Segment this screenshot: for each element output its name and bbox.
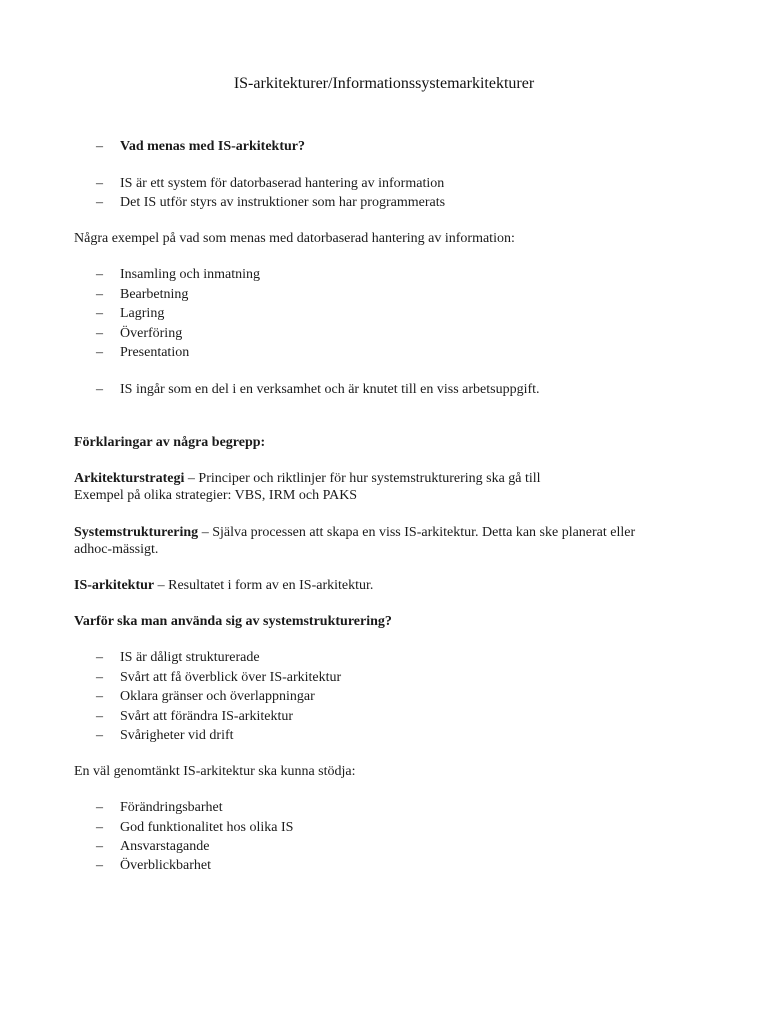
support-intro: En väl genomtänkt IS-arkitektur ska kunna stödja:	[74, 764, 356, 779]
list-item	[96, 175, 444, 193]
list-item-text: Svårt att få överblick över IS-arkitektur	[120, 670, 342, 685]
list-item-text: Oklara gränser och överlappningar	[120, 689, 315, 704]
list-item-text: Presentation	[120, 345, 190, 360]
dash-marker: –	[96, 176, 103, 191]
list-item	[96, 799, 223, 817]
list-item	[96, 344, 189, 362]
strategy-examples: Exempel på olika strategier: VBS, IRM och PAKS	[74, 488, 358, 503]
list-item	[96, 708, 293, 726]
list-item-text: Svårigheter vid drift	[120, 728, 234, 743]
term-definition: – Resultatet i form av en IS-arkitektur.	[154, 578, 374, 593]
question-heading	[96, 138, 305, 156]
term-label: Arkitekturstrategi	[74, 471, 185, 486]
list-item	[96, 305, 164, 323]
list-item-text: Ansvarstagande	[120, 839, 210, 854]
list-item	[96, 266, 260, 284]
question-text: Vad menas med IS-arkitektur?	[120, 139, 305, 154]
dash-marker: –	[96, 728, 103, 743]
term-label: Systemstrukturering	[74, 525, 199, 540]
concepts-heading: Förklaringar av några begrepp:	[74, 435, 266, 450]
list-item-text: God funktionalitet hos olika IS	[120, 820, 294, 835]
list-item-text: Det IS utför styrs av instruktioner som har programmerats	[120, 195, 446, 210]
definition-isarch	[74, 577, 714, 595]
list-item-text: Förändringsbarhet	[120, 800, 223, 815]
list-item-text: IS är ett system för datorbaserad hantering av information	[120, 176, 445, 191]
list-item-text: IS är dåligt strukturerade	[120, 650, 260, 665]
list-item	[96, 669, 341, 687]
dash-marker: –	[96, 267, 103, 282]
dash-marker: –	[96, 139, 103, 154]
definition-strategy	[74, 470, 714, 488]
list-item	[96, 325, 182, 343]
dash-marker: –	[96, 820, 103, 835]
definition-structuring	[74, 524, 714, 542]
list-item	[96, 649, 260, 667]
term-definition: – Själva processen att skapa en viss IS-arkitektur. Detta kan ske planerat eller	[198, 525, 636, 540]
list-item	[96, 286, 188, 304]
term-label: IS-arkitektur	[74, 578, 155, 593]
dash-marker: –	[96, 195, 103, 210]
list-item-text: Överblickbarhet	[120, 858, 211, 873]
list-item	[96, 857, 211, 875]
list-item-text: Överföring	[120, 326, 183, 341]
dash-marker: –	[96, 800, 103, 815]
dash-marker: –	[96, 650, 103, 665]
examples-intro: Några exempel på vad som menas med datorbaserad hantering av information:	[74, 231, 515, 246]
list-item-text: Bearbetning	[120, 287, 189, 302]
definition-continuation: adhoc-mässigt.	[74, 542, 159, 557]
list-item	[96, 688, 315, 706]
list-item	[96, 838, 209, 856]
list-item	[96, 727, 234, 745]
dash-marker: –	[96, 287, 103, 302]
list-item	[96, 381, 540, 399]
dash-marker: –	[96, 382, 103, 397]
document-title: IS-arkitekturer/Informationssystemarkitekturer	[233, 75, 535, 92]
dash-marker: –	[96, 326, 103, 341]
dash-marker: –	[96, 670, 103, 685]
list-item-text: IS ingår som en del i en verksamhet och är knutet till en viss arbetsuppgift.	[120, 382, 540, 397]
list-item	[96, 819, 293, 837]
list-item-text: Insamling och inmatning	[120, 267, 260, 282]
why-heading: Varför ska man använda sig av systemstrukturering?	[74, 614, 392, 629]
dash-marker: –	[96, 839, 103, 854]
dash-marker: –	[96, 858, 103, 873]
dash-marker: –	[96, 345, 103, 360]
dash-marker: –	[96, 709, 103, 724]
dash-marker: –	[96, 689, 103, 704]
list-item-text: Svårt att förändra IS-arkitektur	[120, 709, 293, 724]
term-definition: – Principer och riktlinjer för hur systemstrukturering ska gå till	[184, 471, 541, 486]
list-item-text: Lagring	[120, 306, 165, 321]
list-item	[96, 194, 445, 212]
dash-marker: –	[96, 306, 103, 321]
